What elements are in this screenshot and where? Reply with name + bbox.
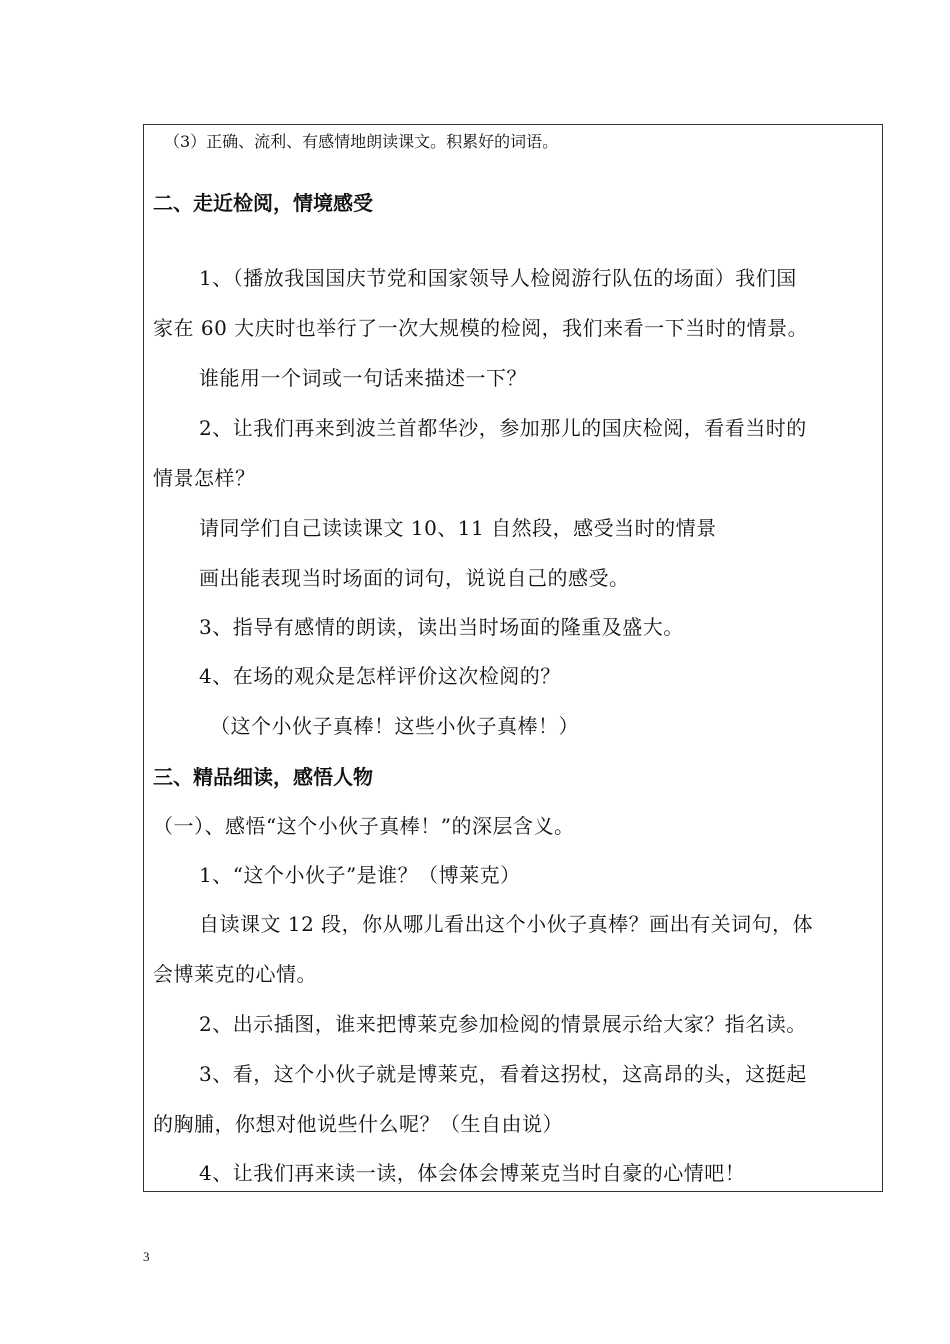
- paragraph-line: 4、在场的观众是怎样评价这次检阅的？: [199, 664, 561, 688]
- paragraph-line: 情景怎样？: [153, 466, 256, 490]
- paragraph-line: 3、看，这个小伙子就是博莱克，看着这拐杖，这高昂的头，这挺起: [199, 1062, 807, 1086]
- section-heading-2: 二、走近检阅，情境感受: [153, 191, 373, 215]
- paragraph-line: 画出能表现当时场面的词句，说说自己的感受。: [199, 566, 630, 590]
- paragraph-line: 4、让我们再来读一读，体会体会博莱克当时自豪的心情吧！: [199, 1161, 746, 1185]
- paragraph-line: 的胸脯，你想对他说些什么呢？（生自由说）: [153, 1112, 563, 1136]
- paragraph-line: 1、“这个小伙子”是谁？（博莱克）: [199, 863, 521, 887]
- section-heading-3: 三、精品细读，感悟人物: [153, 765, 373, 789]
- paragraph-line: 谁能用一个词或一句话来描述一下？: [199, 366, 527, 390]
- paragraph-line: 会博莱克的心情。: [153, 962, 317, 986]
- paragraph-line: 家在 60 大庆时也举行了一次大规模的检阅，我们来看一下当时的情景。: [153, 316, 809, 340]
- paragraph-line: 3、指导有感情的朗读，读出当时场面的隆重及盛大。: [199, 615, 684, 639]
- paragraph-line: 2、出示插图，谁来把博莱克参加检阅的情景展示给大家？指名读。: [199, 1012, 807, 1036]
- subsection-heading: （一）、感悟“这个小伙子真棒！”的深层含义。: [153, 814, 575, 838]
- paragraph-line: 2、让我们再来到波兰首都华沙，参加那儿的国庆检阅，看看当时的: [199, 416, 807, 440]
- page-number: 3: [143, 1249, 150, 1264]
- paragraph-line: 自读课文 12 段，你从哪儿看出这个小伙子真棒？画出有关词句，体: [199, 912, 814, 936]
- paragraph-line: （这个小伙子真棒！这些小伙子真棒！）: [210, 714, 579, 738]
- paragraph-line: 请同学们自己读读课文 10、11 自然段，感受当时的情景: [199, 516, 717, 540]
- paragraph-line: 1、（播放我国国庆节党和国家领导人检阅游行队伍的场面）我们国: [199, 266, 797, 290]
- objective-line: （3）正确、流利、有感情地朗读课文。积累好的词语。: [164, 132, 559, 151]
